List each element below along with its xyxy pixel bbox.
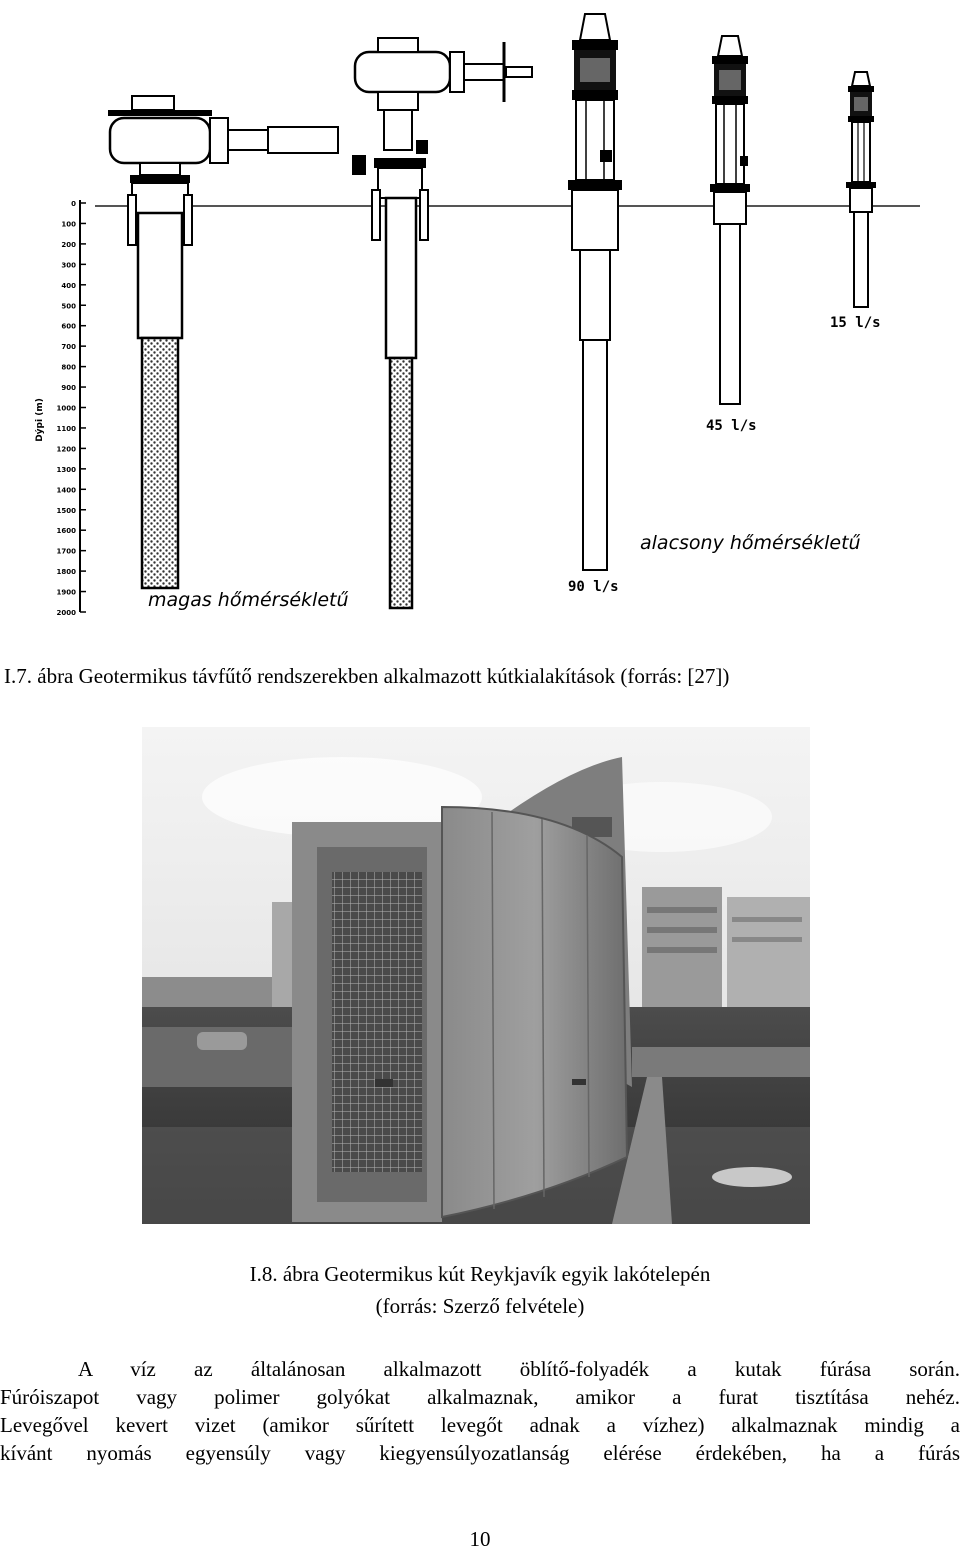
depth-tick-label: 200	[61, 240, 76, 249]
flow-label-90: 90 l/s	[568, 579, 619, 595]
well-house-photo	[142, 727, 810, 1224]
well-low-temp-90	[568, 14, 622, 570]
figure2-caption-line1: I.8. ábra Geotermikus kút Reykjavík egyik lakótelepén	[249, 1262, 711, 1286]
depth-tick-label: 2000	[56, 609, 76, 617]
depth-axis	[35, 200, 86, 617]
figure2-caption-line2: (forrás: Szerző felvétele)	[375, 1294, 585, 1318]
depth-tick-label: 0	[71, 200, 76, 208]
page-number: 10	[469, 1527, 491, 1551]
depth-tick-label: 1200	[56, 445, 76, 454]
body-paragraph	[0, 1355, 960, 1467]
depth-tick-label: 600	[61, 322, 76, 331]
well-high-temp-1	[108, 96, 338, 588]
depth-tick-label: 700	[61, 343, 76, 352]
body-line: A víz az általánosan alkalmazott öblítő-folyadék a kutak fúrása során.	[78, 1357, 960, 1381]
depth-tick-label: 1600	[56, 527, 76, 536]
depth-tick-label: 1500	[56, 506, 76, 515]
depth-tick-label: 1400	[56, 486, 76, 495]
depth-tick-label: 1000	[56, 404, 76, 413]
depth-axis-label: Dýpi (m)	[35, 398, 45, 442]
figure1-caption: I.7. ábra Geotermikus távfűtő rendszerekben alkalmazott kútkialakítások (forrás: [27])	[4, 664, 730, 688]
body-line: Fúróiszapot vagy polimer golyókat alkalmaznak, amikor a furat tisztítása nehéz.	[0, 1385, 960, 1409]
depth-tick-label: 1800	[56, 568, 76, 577]
well-low-temp-15	[846, 72, 876, 307]
label-low-temperature: alacsony hőmérsékletű	[640, 532, 861, 554]
depth-tick-label: 800	[61, 363, 76, 372]
flow-label-45: 45 l/s	[706, 418, 757, 434]
depth-tick-label: 1100	[56, 424, 76, 433]
depth-tick-label: 300	[61, 261, 76, 270]
body-line: kívánt nyomás egyensúly vagy kiegyensúlyozatlanság elérése érdekében, ha a fúrás	[0, 1441, 960, 1465]
well-low-temp-45	[710, 36, 750, 404]
depth-tick-label: 500	[61, 302, 76, 311]
depth-tick-label: 1700	[56, 547, 76, 556]
depth-tick-label: 1300	[56, 465, 76, 474]
depth-tick-label: 1900	[56, 588, 76, 597]
well-design-figure	[0, 0, 960, 640]
depth-tick-label: 400	[61, 281, 76, 290]
well-high-temp-2	[352, 38, 532, 608]
label-high-temperature: magas hőmérsékletű	[148, 589, 349, 611]
depth-tick-label: 900	[61, 384, 76, 393]
flow-label-15: 15 l/s	[830, 315, 881, 331]
depth-tick-label: 100	[61, 220, 76, 229]
body-line: Levegővel kevert vizet (amikor sűrített levegőt adnak a vízhez) alkalmaznak mindig a	[0, 1413, 960, 1437]
